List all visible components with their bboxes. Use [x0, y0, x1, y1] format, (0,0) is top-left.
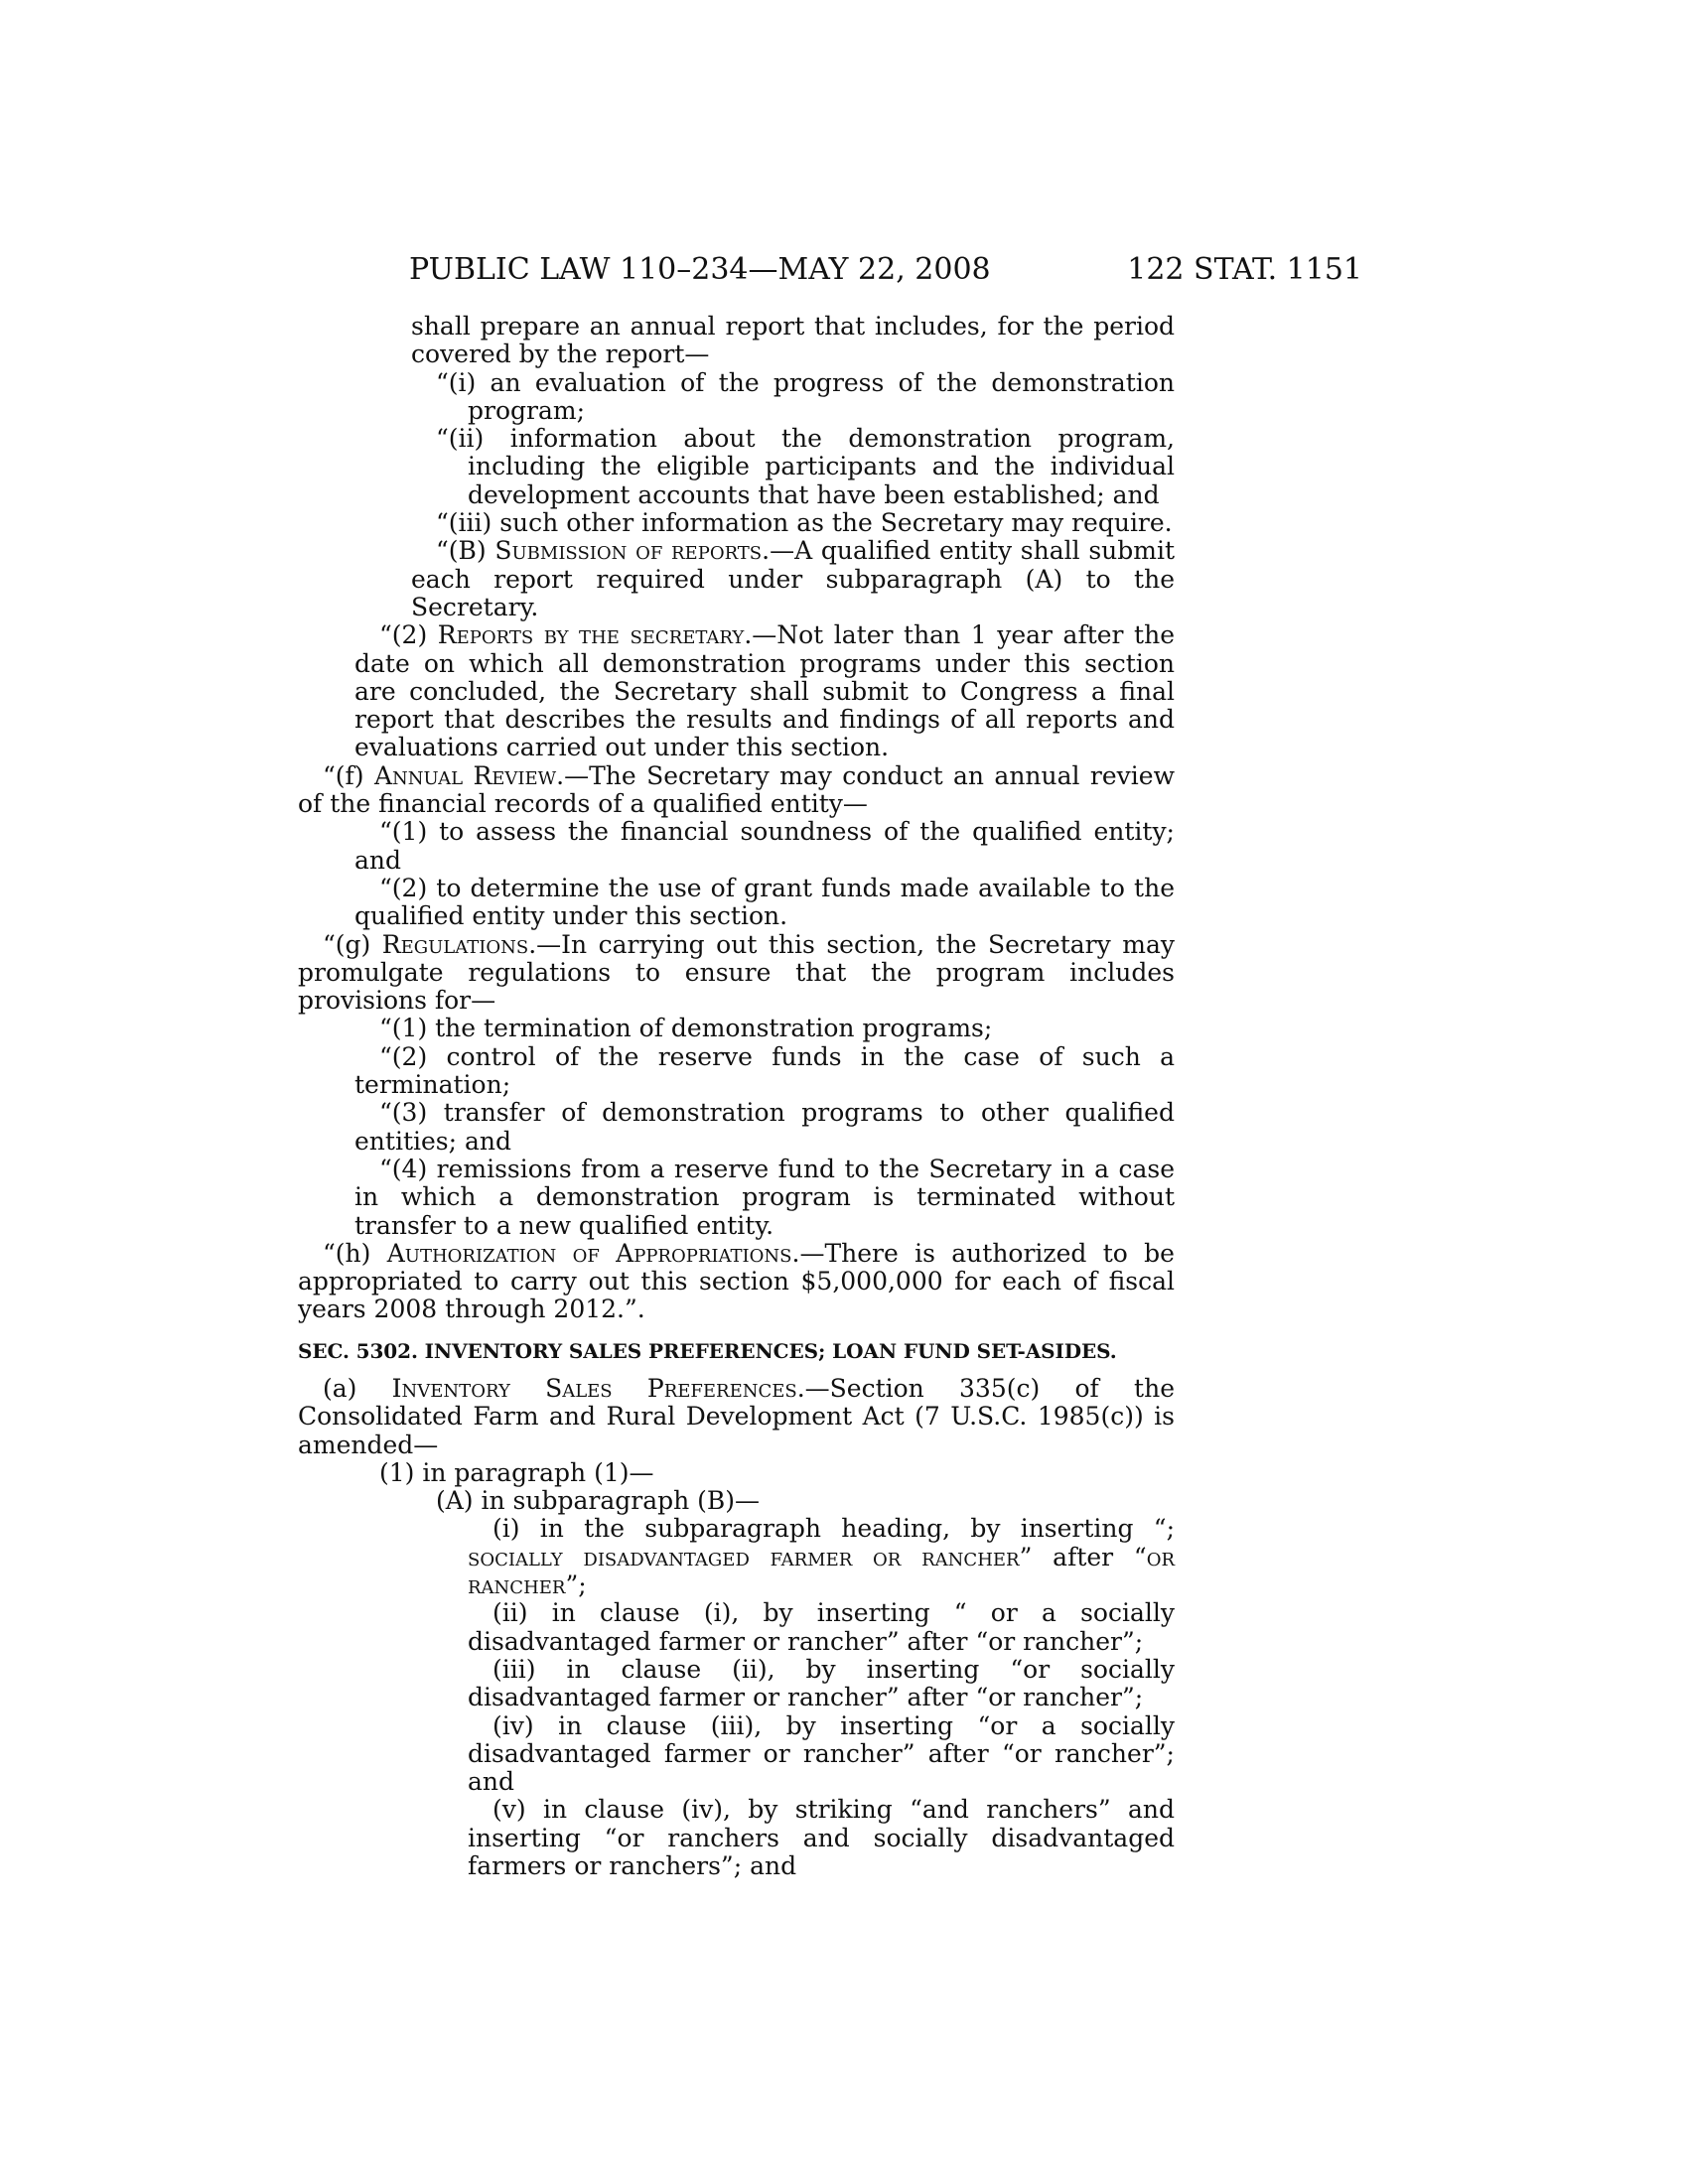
paragraph: “(f) Annual Review.—The Secretary may conduct an annual review of the financial records of a qualified entity—: [298, 760, 1175, 819]
paragraph: (iii) in clause (ii), by inserting “or socially disadvantaged farmer or rancher” after “or rancher”;: [468, 1654, 1175, 1712]
paragraph: “(g) Regulations.—In carrying out this section, the Secretary may promulgate regulations to ensure that the program includes provisions for—: [298, 929, 1175, 1016]
paragraph: (v) in clause (iv), by striking “and ranchers” and inserting “or ranchers and socially disadvantaged farmers or ranchers”; and: [468, 1795, 1175, 1881]
paragraph: “(2) control of the reserve funds in the case of such a termination;: [354, 1041, 1175, 1100]
paragraph: “(2) to determine the use of grant funds made available to the qualified entity under this section.: [354, 873, 1175, 931]
paragraph: “(2) Reports by the secretary.—Not later than 1 year after the date on which all demonstration programs under this section are concluded, the Secretary shall submit to Congress a final report that describes the results and findings of all reports and evaluations carried out under this section.: [354, 620, 1175, 762]
paragraph: “(4) remissions from a reserve fund to the Secretary in a case in which a demonstration program is terminated without transfer to a new qualified entity.: [354, 1154, 1175, 1240]
paragraph: “(ii) information about the demonstration program, including the eligible participants and the individual development accounts that have been established; and: [436, 424, 1175, 509]
document-body: [298, 313, 1175, 1880]
paragraph: “(1) to assess the financial soundness of the qualified entity; and: [354, 817, 1175, 875]
section-heading: SEC. 5302. INVENTORY SALES PREFERENCES; LOAN FUND SET-ASIDES.: [298, 1338, 1117, 1363]
running-head: PUBLIC LAW 110–234—MAY 22, 2008: [409, 252, 991, 287]
paragraph: “(h) Authorization of Appropriations.—There is authorized to be appropriated to carry out this section $5,000,000 for each of fiscal years 2008 through 2012.”.: [298, 1238, 1175, 1324]
paragraph: “(i) an evaluation of the progress of the demonstration program;: [436, 367, 1175, 425]
paragraph: (i) in the subparagraph heading, by inserting “; socially disadvantaged farmer or rancher” after “or rancher”;: [468, 1514, 1175, 1600]
paragraph: “(B) Submission of reports.—A qualified entity shall submit each report required under subparagraph (A) to the Secretary.: [411, 536, 1175, 621]
page-number: 122 STAT. 1151: [1127, 252, 1362, 287]
paragraph: (1) in paragraph (1)—: [379, 1457, 654, 1487]
page-header: [409, 250, 1362, 290]
paragraph: “(1) the termination of demonstration programs;: [379, 1014, 993, 1043]
paragraph: “(iii) such other information as the Secretary may require.: [436, 508, 1173, 538]
paragraph: (A) in subparagraph (B)—: [436, 1486, 761, 1516]
paragraph: (iv) in clause (iii), by inserting “or a socially disadvantaged farmer or rancher” after “or rancher”; and: [468, 1710, 1175, 1797]
paragraph: (a) Inventory Sales Preferences.—Section 335(c) of the Consolidated Farm and Rural Development Act (7 U.S.C. 1985(c)) is amended—: [298, 1373, 1176, 1459]
paragraph: “(3) transfer of demonstration programs to other qualified entities; and: [354, 1098, 1175, 1156]
paragraph: shall prepare an annual report that includes, for the period covered by the report—: [411, 312, 1175, 369]
paragraph: (ii) in clause (i), by inserting “ or a socially disadvantaged farmer or rancher” after “or rancher”;: [468, 1598, 1175, 1656]
